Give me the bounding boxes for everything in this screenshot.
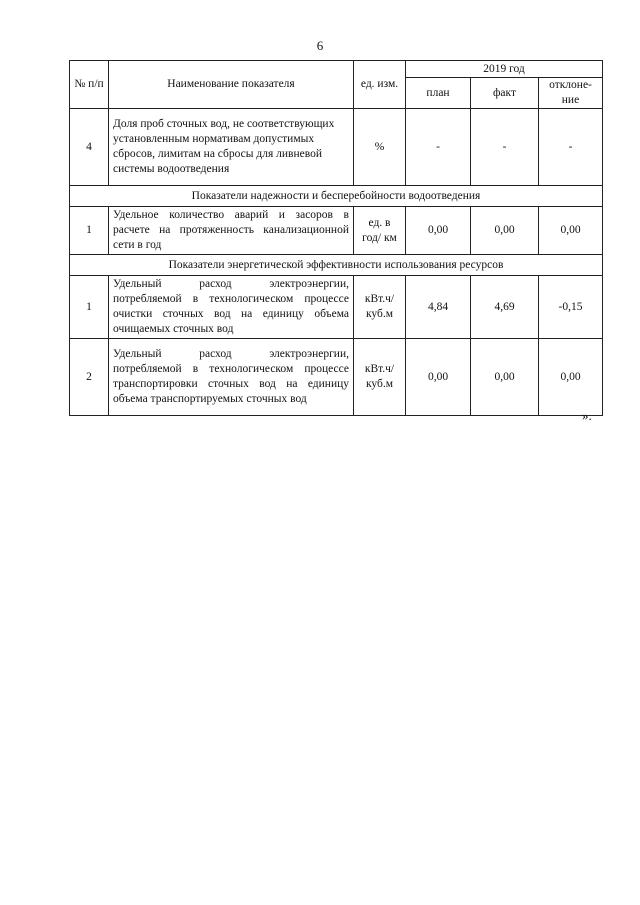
row-name: Удельный расход электроэнергии, потребляемой в технологическом процессе транспортировки сточных вод на единицу объема транспортируемых сточных вод: [109, 339, 354, 416]
header-num: № п/п: [70, 61, 109, 109]
row-fact: 0,00: [471, 339, 539, 416]
table-row: [70, 339, 603, 416]
section-title: Показатели энергетической эффективности использования ресурсов: [70, 255, 603, 276]
page-number: 6: [316, 38, 324, 53]
row-fact: 0,00: [471, 207, 539, 255]
header-year: 2019 год: [406, 61, 603, 78]
row-plan: -: [406, 109, 471, 186]
row-unit: кВт.ч/ куб.м: [354, 339, 406, 416]
row-unit: ед. в год/ км: [354, 207, 406, 255]
row-plan: 4,84: [406, 276, 471, 339]
section-title: Показатели надежности и бесперебойности водоотведения: [70, 186, 603, 207]
row-num: 1: [70, 207, 109, 255]
row-fact: -: [471, 109, 539, 186]
row-num: 2: [70, 339, 109, 416]
row-name: Доля проб сточных вод, не соответствующих установленным нормативам допустимых сбросов, лимитам на сбросы для ливневой системы водоотведения: [109, 109, 354, 186]
row-name: Удельное количество аварий и засоров в расчете на протяженность канализационной сети в год: [109, 207, 354, 255]
row-deviation: 0,00: [539, 339, 603, 416]
header-row: [70, 61, 603, 78]
row-plan: 0,00: [406, 207, 471, 255]
header-unit: ед. изм.: [354, 61, 406, 109]
header-name: Наименование показателя: [109, 61, 354, 109]
table-row: [70, 276, 603, 339]
row-fact: 4,69: [471, 276, 539, 339]
table-row: [70, 207, 603, 255]
row-name: Удельный расход электроэнергии, потребляемой в технологическом процессе очистки сточных вод на единицу объема очищаемых сточных вод: [109, 276, 354, 339]
section-header-reliability: [70, 186, 603, 207]
row-plan: 0,00: [406, 339, 471, 416]
row-deviation: -: [539, 109, 603, 186]
header-fact: факт: [471, 78, 539, 109]
table-row: [70, 109, 603, 186]
header-plan: план: [406, 78, 471, 109]
row-deviation: 0,00: [539, 207, 603, 255]
header-deviation: отклоне-ние: [539, 78, 603, 109]
row-unit: кВт.ч/ куб.м: [354, 276, 406, 339]
section-header-energy: [70, 255, 603, 276]
row-deviation: -0,15: [539, 276, 603, 339]
row-unit: %: [354, 109, 406, 186]
row-num: 4: [70, 109, 109, 186]
row-num: 1: [70, 276, 109, 339]
indicators-table: [69, 60, 603, 416]
closing-quote: ».: [582, 408, 592, 423]
